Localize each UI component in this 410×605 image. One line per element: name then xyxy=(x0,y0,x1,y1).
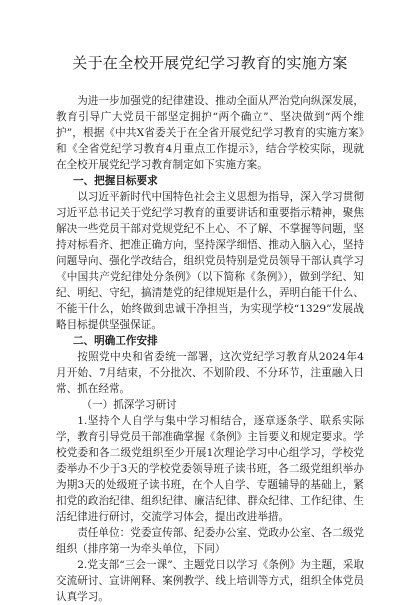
intro-paragraph: 为进一步加强党的纪律建设、推动全面从严治党向纵深发展，教育引导广大党员干部坚定拥护“两个确立”、坚决做到“两个维护”，根据《中共X省委关于在全省开展党纪学习教育的实施方案》和《全省党纪学习教育4月重点工作提示》，结合学校实际，现就在全校开展党纪学习教育制定如下实施方案。 xyxy=(56,95,364,171)
study-item-2: 2.党支部“三会一课”、主题党日以学习《条例》为主题，采取交流研讨、宣讲阐释、案例教学、线上培训等方式，组织全体党员认真学习。 xyxy=(56,559,364,603)
arrangements-paragraph: 按照党中央和省委统一部署，这次党纪学习教育从2024年4月开始、7月结束，不分批次、不划阶段、不分环节，注重融入日常、抓在经常。 xyxy=(56,351,364,395)
section-heading-arrangements: 二、明确工作安排 xyxy=(72,335,158,347)
study-item-1: 1.坚持个人自学与集中学习相结合，逐章逐条学、联系实际学，教育引导党员干部准确掌握《条例》主旨要义和规定要求。学校党委和各二级党组织至少开展1次理论学习中心组学习，学校党委举办不少于3天的学校党委领导班子读书班，各二级党组织举办为期3天的处级班子读书班，在个人自学、专题辅导的基础上，紧扣党的政治纪律、组织纪律、廉洁纪律、群众纪律、工作纪律、生活纪律进行研讨，交流学习体会，提出改进举措。 xyxy=(56,415,364,523)
document-title: 关于在全校开展党纪学习教育的实施方案 xyxy=(72,54,348,72)
goals-paragraph: 以习近平新时代中国特色社会主义思想为指导，深入学习贯彻习近平总书记关于党纪学习教育的重要讲话和重要指示精神，聚焦解决一些党员干部对党规党纪不上心、不了解、不掌握等问题，坚持对标看齐、把准正确方向，坚持深学细悟、推动入脑入心，坚持问题导向、强化学改结合，组织党员特别是党员领导干部认真学习《中国共产党纪律处分条例》（以下简称《条例》），做到学纪、知纪、明纪、守纪，搞清楚党的纪律规矩是什么，弄明白能干什么、不能干什么，始终做到忠诚干净担当，为实现学校“1329”发展战略目标提供坚强保证。 xyxy=(56,191,364,331)
section-heading-goals: 一、把握目标要求 xyxy=(72,175,158,187)
subsection-heading-study: （一）抓深学习研讨 xyxy=(81,399,177,411)
responsible-units: 责任单位：党委宣传部、纪委办公室、党政办公室、各二级党组织（排序第一为牵头单位，下同） xyxy=(56,527,364,555)
